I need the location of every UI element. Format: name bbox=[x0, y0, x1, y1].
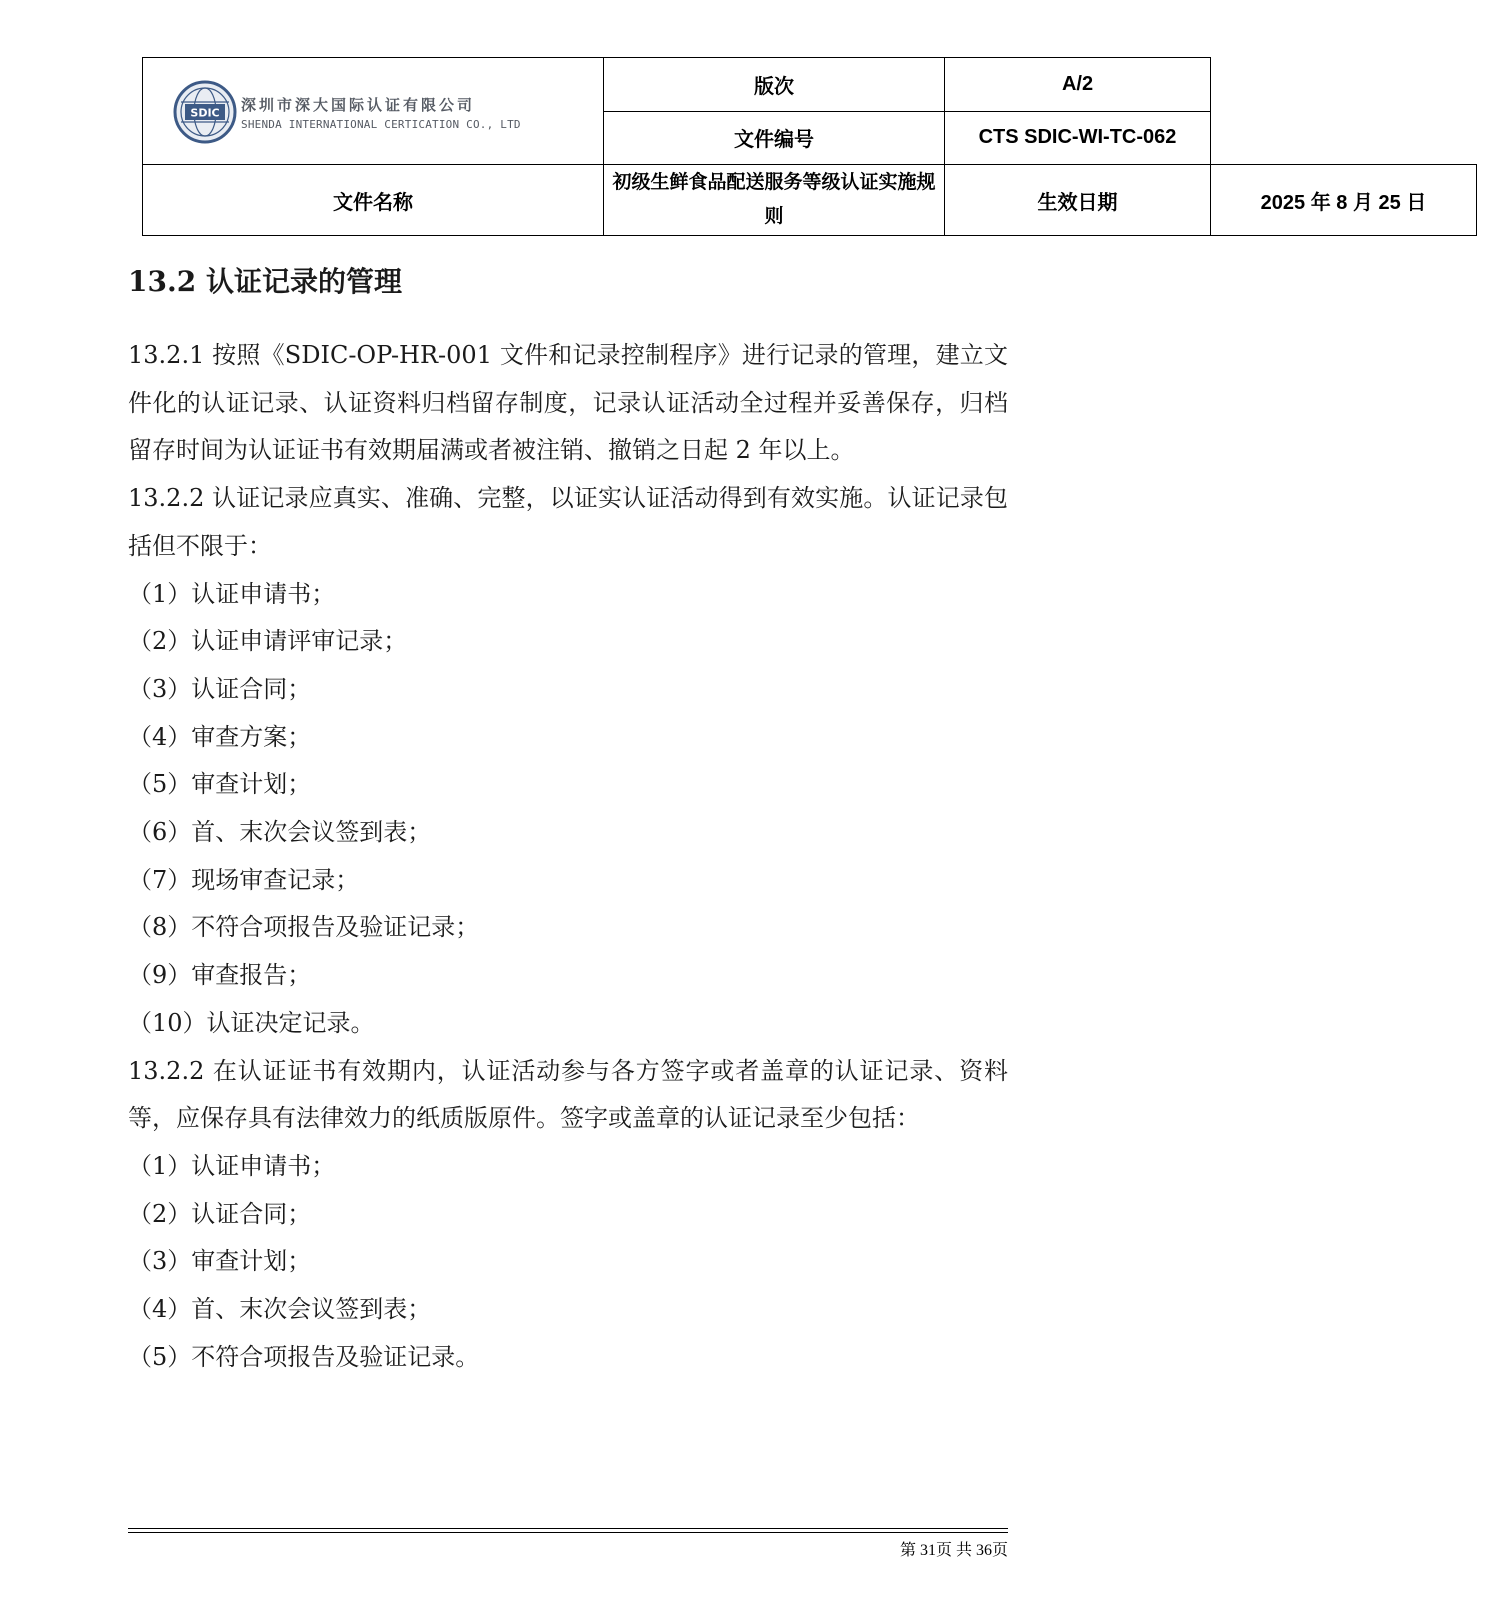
paragraph-13-2-1: 13.2.1 按照《SDIC-OP-HR-001 文件和记录控制程序》进行记录的管理，建立文件化的认证记录、认证资料归档留存制度，记录认证活动全过程并妥善保存，归档留存时间为认证证书有效期届满或者被注销、撤销之日起 2 年以上。 bbox=[128, 341, 1008, 465]
docno-label: 文件编号 bbox=[604, 111, 945, 165]
list-item: （7）现场审查记录； bbox=[128, 865, 360, 894]
list-item: （10）认证决定记录。 bbox=[128, 1008, 375, 1037]
logo-text: SDIC bbox=[190, 106, 220, 120]
company-logo-cell bbox=[143, 58, 604, 165]
document-body bbox=[128, 258, 1008, 1381]
list-item: （8）不符合项报告及验证记录； bbox=[128, 913, 480, 942]
version-value: A/2 bbox=[945, 58, 1211, 112]
document-header-table bbox=[142, 57, 1477, 236]
list-item: （4）首、末次会议签到表； bbox=[128, 1295, 432, 1324]
section-title: 13.2 认证记录的管理 bbox=[128, 265, 402, 298]
version-label: 版次 bbox=[604, 58, 945, 112]
globe-logo-icon bbox=[173, 80, 237, 144]
list-item: （9）审查报告； bbox=[128, 961, 312, 990]
list-item: （5）审查计划； bbox=[128, 770, 312, 799]
signed-records-list bbox=[128, 1143, 1008, 1382]
list-item: （1）认证申请书； bbox=[128, 1151, 336, 1180]
list-item: （2）认证合同； bbox=[128, 1199, 312, 1228]
list-item: （1）认证申请书； bbox=[128, 579, 336, 608]
page-number: 第 31页 共 36页 bbox=[899, 1542, 1008, 1559]
effective-date-value: 2025 年 8 月 25 日 bbox=[1211, 165, 1477, 236]
docno-value: CTS SDIC-WI-TC-062 bbox=[945, 111, 1211, 165]
list-item: （4）审查方案； bbox=[128, 722, 312, 751]
company-name-cn: 深圳市深大国际认证有限公司 bbox=[241, 95, 476, 114]
list-item: （5）不符合项报告及验证记录。 bbox=[128, 1342, 480, 1371]
footer-divider bbox=[128, 1528, 1008, 1529]
doc-name-value: 初级生鲜食品配送服务等级认证实施规则 bbox=[604, 165, 945, 236]
list-item: （2）认证申请评审记录； bbox=[128, 627, 408, 656]
effective-date-label: 生效日期 bbox=[945, 165, 1211, 236]
list-item: （3）认证合同； bbox=[128, 674, 312, 703]
list-item: （3）审查计划； bbox=[128, 1247, 312, 1276]
list-item: （6）首、末次会议签到表； bbox=[128, 818, 432, 847]
doc-name-label: 文件名称 bbox=[143, 165, 604, 236]
company-logo bbox=[173, 80, 521, 144]
paragraph-13-2-2: 13.2.2 认证记录应真实、准确、完整，以证实认证活动得到有效实施。认证记录包括但不限于： bbox=[128, 484, 1008, 560]
paragraph-13-2-2-signed: 13.2.2 在认证证书有效期内，认证活动参与各方签字或者盖章的认证记录、资料等，应保存具有法律效力的纸质版原件。签字或盖章的认证记录至少包括： bbox=[128, 1056, 1008, 1133]
footer-divider-thin bbox=[128, 1532, 1008, 1533]
records-list bbox=[128, 571, 1008, 1048]
company-name-en: SHENDA INTERNATIONAL CERTICATION CO., LTD bbox=[241, 117, 521, 131]
